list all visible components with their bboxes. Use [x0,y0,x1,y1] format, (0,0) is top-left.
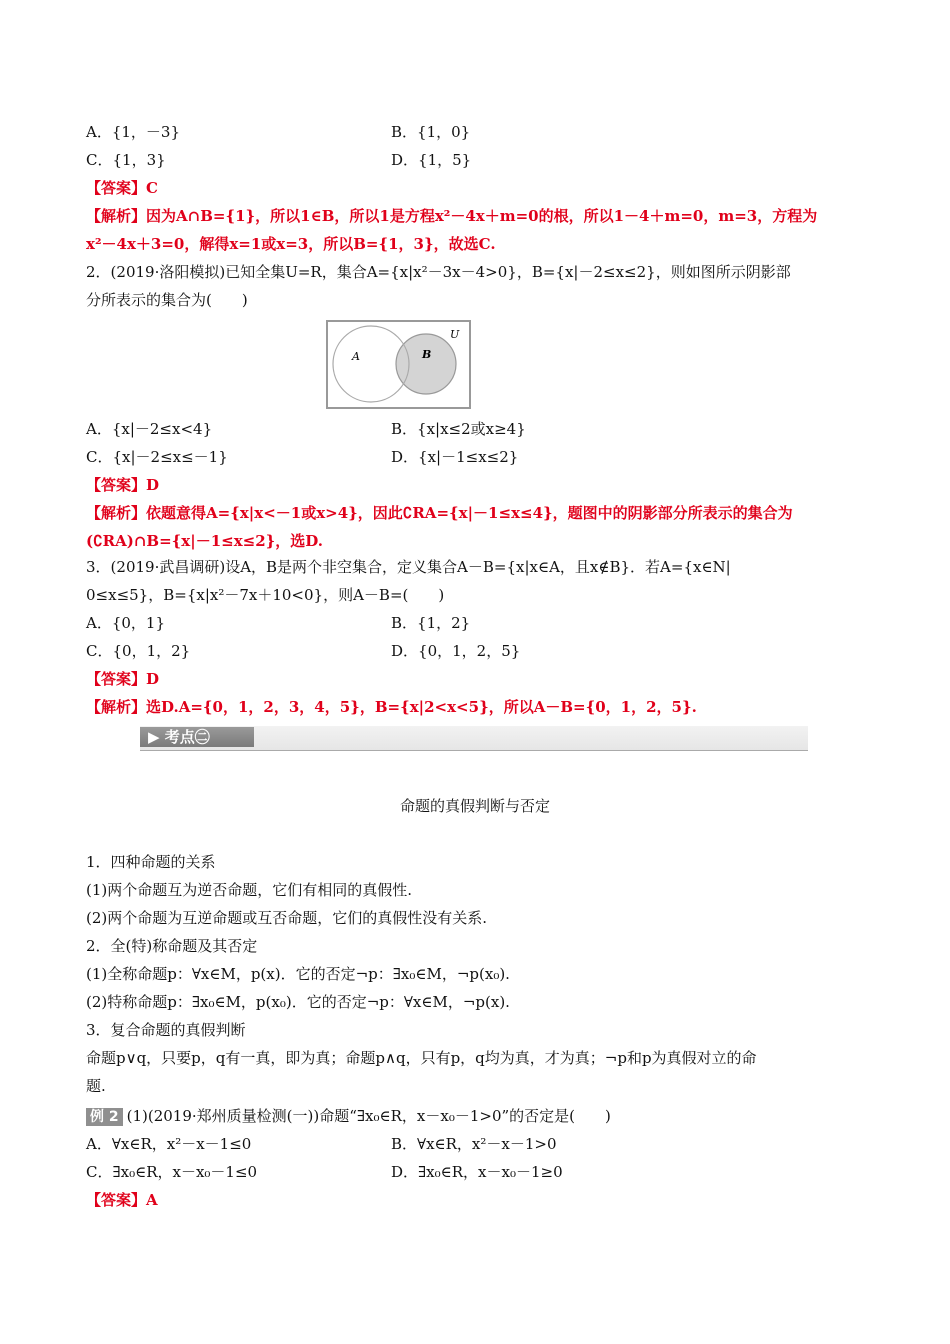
q2-stem-line2: 分所表示的集合为( ) [86,291,248,309]
section-title: 命题的真假判断与否定 [399,797,550,815]
q3-stem-line2: 0≤x≤5}，B={x|x²－7x＋10<0}，则A－B=( ) [86,586,445,604]
ex2-option-c: C．∃x₀∈R，x－x₀－1≤0 [86,1163,258,1181]
ex2-option-b: B．∀x∈R，x²－x－1>0 [391,1135,557,1153]
notes-item-5-line1: 命题p∨q，只要p，q有一真，即为真；命题p∧q，只有p，q均为真，才为真；¬p和p为真假对立的命 [86,1049,757,1067]
q3-option-d: D．{0，1，2，5} [391,642,521,660]
ex2-option-d: D．∃x₀∈R，x－x₀－1≥0 [391,1163,563,1181]
q2-analysis-line2: (∁RA)∩B={x|－1≤x≤2}，选D. [86,532,323,550]
q2-stem-line1: 2．(2019·洛阳模拟)已知全集U=R，集合A={x|x²－3x－4>0}，B={x|－2≤x≤2}，则如图所示阴影部 [86,263,791,281]
notes-heading-1: 1．四种命题的关系 [86,853,216,871]
q1-option-c: C．{1，3} [86,151,166,169]
q3-option-c: C．{0，1，2} [86,642,191,660]
notes-item-2: (2)两个命题为互逆命题或互否命题，它们的真假性没有关系. [86,909,488,927]
venn-label-b: B [422,348,432,361]
q2-option-b: B．{x|x≤2或x≥4} [391,420,526,438]
q2-option-d: D．{x|－1≤x≤2} [391,448,519,466]
venn-diagram [326,320,471,409]
example-badge: 例 2 [86,1108,123,1126]
set-b-circle [396,334,456,394]
q1-option-a: A．{1，－3} [86,123,181,141]
notes-heading-3: 3．复合命题的真假判断 [86,1021,246,1039]
q1-analysis-line2: x²－4x＋3=0，解得x=1或x=3，所以B={1，3}，故选C. [86,235,496,253]
venn-svg [326,320,471,409]
q2-option-a: A．{x|－2≤x<4} [86,420,213,438]
q1-answer: 【答案】C [86,179,158,197]
example-2-stem: (1)(2019·郑州质量检测(一))命题“∃x₀∈R，x－x₀－1>0”的否定是( ) [126,1107,611,1125]
q2-option-c: C．{x|－2≤x≤－1} [86,448,228,466]
q3-stem-line1: 3．(2019·武昌调研)设A，B是两个非空集合，定义集合A－B={x|x∈A，且x∉B}．若A={x∈N| [86,558,731,576]
ex2-option-a: A．∀x∈R，x²－x－1≤0 [86,1135,252,1153]
notes-item-3: (1)全称命题p：∀x∈M，p(x)．它的否定¬p：∃x₀∈M，¬p(x₀). [86,965,510,983]
venn-label-u: U [450,328,460,341]
section-tag: ▶ 考点㊁ [140,727,254,747]
q1-option-b: B．{1，0} [391,123,471,141]
q3-answer: 【答案】D [86,670,160,688]
notes-item-4: (2)特称命题p：∃x₀∈M，p(x₀)．它的否定¬p：∀x∈M，¬p(x). [86,993,510,1011]
notes-item-1: (1)两个命题互为逆否命题，它们有相同的真假性. [86,881,413,899]
q2-analysis-line1: 【解析】依题意得A={x|x<－1或x>4}，因此∁RA={x|－1≤x≤4}，题图中的阴影部分所表示的集合为 [86,504,793,522]
q3-analysis: 【解析】选D.A={0，1，2，3，4，5}，B={x|2<x<5}，所以A－B={0，1，2，5}. [86,698,697,716]
q1-analysis-line1: 【解析】因为A∩B={1}，所以1∈B，所以1是方程x²－4x＋m=0的根，所以1－4＋m=0，m=3，方程为 [86,207,818,225]
q3-option-a: A．{0，1} [86,614,166,632]
ex2-answer: 【答案】A [86,1191,158,1209]
q2-answer: 【答案】D [86,476,160,494]
example-2-stem-row [86,1106,611,1126]
venn-label-a: A [352,350,360,363]
notes-item-5-line2: 题. [86,1077,106,1095]
section-banner [140,726,808,751]
q1-option-d: D．{1，5} [391,151,472,169]
notes-heading-2: 2．全(特)称命题及其否定 [86,937,258,955]
q3-option-b: B．{1，2} [391,614,471,632]
